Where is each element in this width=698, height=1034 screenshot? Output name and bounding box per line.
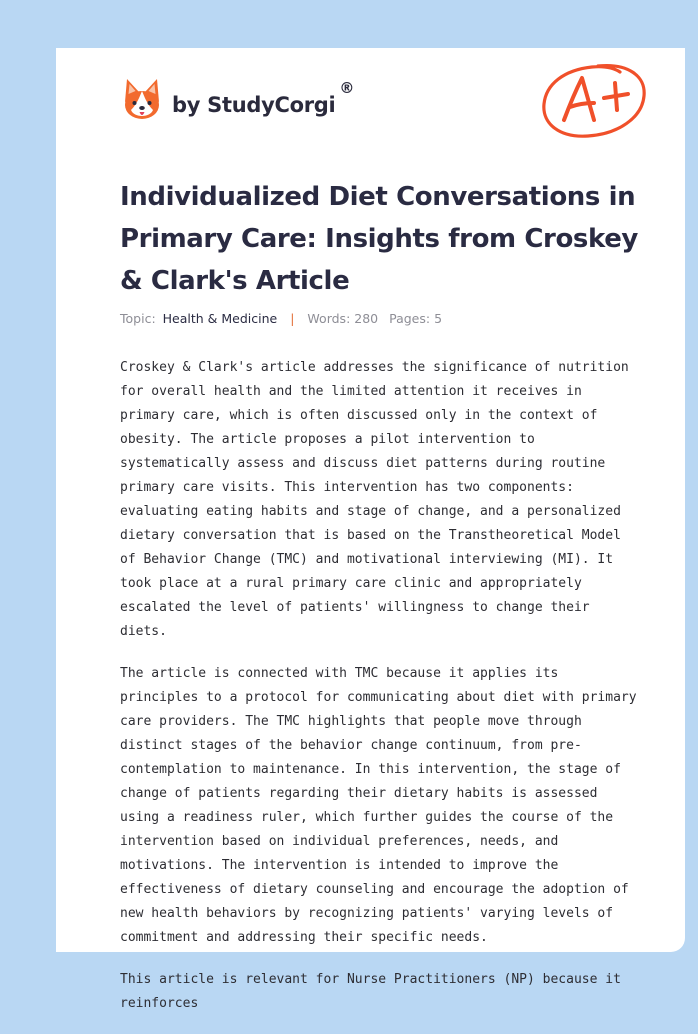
studycorgi-logo[interactable]	[122, 76, 354, 124]
registered-mark: ®	[339, 79, 355, 97]
words-value: 280	[354, 311, 379, 326]
pages-label: Pages:	[389, 311, 431, 326]
article-title: Individualized Diet Conversations in Primary Care: Insights from Croskey & Clark's Article	[120, 182, 638, 296]
paragraph: The article is connected with TMC because it applies its principles to a protocol for communicating about diet with primary care providers. The TMC highlights that people move through distinct stages of the behavior change continuum, from pre-contemplation to maintenance. In this intervention, the stage of change of patients regarding their dietary habits is assessed using a readiness ruler, which further guides the course of the intervention based on individual preferences, needs, and motivations. The intervention is intended to improve the effectiveness of dietary counseling and encourage the adoption of new health behaviors by recognizing patients' varying levels of commitment and addressing their specific needs.	[120, 666, 637, 945]
corgi-icon	[122, 77, 162, 123]
topic-label: Topic:	[120, 311, 156, 326]
topic-link[interactable]: Health & Medicine	[162, 311, 278, 326]
meta-separator: |	[290, 311, 295, 326]
pages-value: 5	[434, 311, 443, 326]
grade-a-plus-stamp	[540, 60, 650, 142]
article-meta	[120, 311, 442, 326]
article-body	[120, 356, 640, 1034]
brand-name: by StudyCorgi	[172, 93, 336, 117]
paragraph: Croskey & Clark's article addresses the significance of nutrition for overall health and the limited attention it receives in primary care, which is often discussed only in the context of obesity. The article proposes a pilot intervention to systematically assess and discuss diet patterns during routine primary care visits. This intervention has two components: evaluating eating habits and stage of change, and a personalized dietary conversation that is based on the Transtheoretical Model of Behavior Change (TMC) and motivational interviewing (MI). It took place at a rural primary care clinic and appropriately escalated the level of patients' willingness to change their diets.	[120, 360, 629, 639]
document-page	[56, 48, 685, 1011]
paragraph: This article is relevant for Nurse Practitioners (NP) because it reinforces	[120, 972, 621, 1011]
words-label: Words:	[307, 311, 351, 326]
